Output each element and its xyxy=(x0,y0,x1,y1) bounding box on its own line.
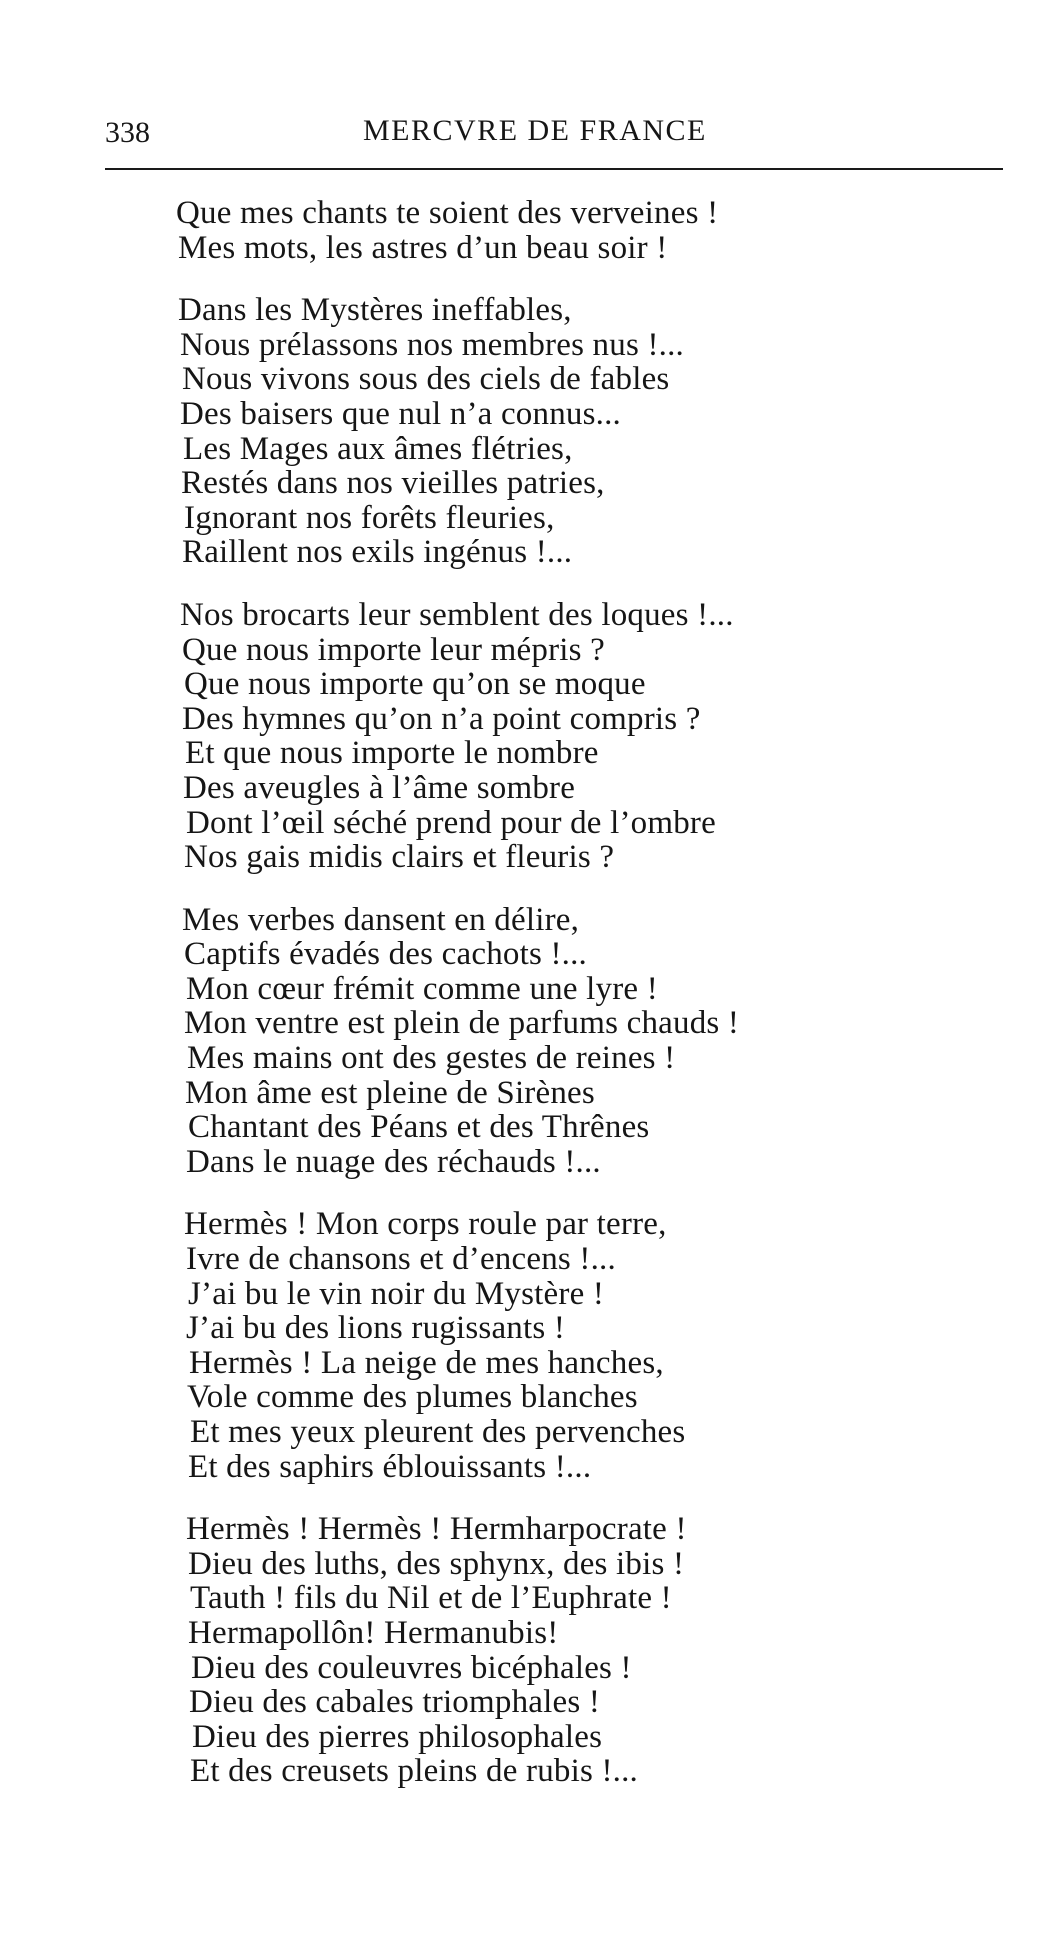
poem-line: Et des creusets pleins de rubis !... xyxy=(190,1753,639,1790)
poem-line: Raillent nos exils ingénus !... xyxy=(182,534,573,571)
poem-line: Mes mains ont des gestes de reines ! xyxy=(187,1040,676,1077)
poem-line: Chantant des Péans et des Thrênes xyxy=(188,1109,650,1146)
poem-line: Des baisers que nul n’a connus... xyxy=(180,395,621,432)
poem-line: Dans le nuage des réchauds !... xyxy=(186,1143,601,1180)
poem-line: Des aveugles à l’âme sombre xyxy=(183,769,576,806)
poem-line: Et des saphirs éblouissants !... xyxy=(188,1448,592,1485)
poem-line: Mon cœur frémit comme une lyre ! xyxy=(186,970,658,1007)
poem-line: Ignorant nos forêts fleuries, xyxy=(184,499,555,536)
poem-line: Que nous importe qu’on se moque xyxy=(184,666,646,703)
poem-line: Mes verbes dansent en délire, xyxy=(182,901,580,938)
poem-line: Tauth ! fils du Nil et de l’Euphrate ! xyxy=(190,1580,672,1617)
poem-line: Des hymnes qu’on n’a point compris ? xyxy=(182,700,701,737)
page-header xyxy=(105,106,1003,154)
poem-line: Mon ventre est plein de parfums chauds ! xyxy=(184,1005,740,1042)
poem xyxy=(176,196,976,1817)
poem-line: Vole comme des plumes blanches xyxy=(187,1379,638,1416)
poem-line: Dans les Mystères ineffables, xyxy=(178,292,572,329)
stanza xyxy=(176,1512,976,1789)
poem-line: Nous prélassons nos membres nus !... xyxy=(180,326,684,363)
poem-line: Hermès ! Hermès ! Hermharpocrate ! xyxy=(186,1511,687,1548)
poem-line: Nous vivons sous des ciels de fables xyxy=(182,361,670,398)
poem-line: Dieu des luths, des sphynx, des ibis ! xyxy=(188,1545,685,1582)
poem-line: Hermapollôn! Hermanubis! xyxy=(188,1614,559,1651)
poem-line: Dieu des pierres philosophales xyxy=(192,1718,603,1755)
poem-line: Mes mots, les astres d’un beau soir ! xyxy=(178,229,668,266)
poem-line: Nos brocarts leur semblent des loques !... xyxy=(180,596,734,633)
stanza xyxy=(176,598,976,875)
header-rule xyxy=(105,168,1003,170)
poem-line: Et que nous importe le nombre xyxy=(185,735,599,772)
poem-line: J’ai bu des lions rugissants ! xyxy=(186,1310,566,1347)
poem-line: Et mes yeux pleurent des pervenches xyxy=(190,1414,686,1450)
poem-line: Que mes chants te soient des verveines ! xyxy=(176,195,719,231)
poem-line: J’ai bu le vin noir du Mystère ! xyxy=(188,1275,605,1312)
stanza xyxy=(176,196,976,265)
stanza xyxy=(176,293,976,570)
stanza xyxy=(176,903,976,1180)
poem-line: Hermès ! La neige de mes hanches, xyxy=(189,1344,664,1381)
poem-line: Dieu des cabales triomphales ! xyxy=(189,1684,601,1721)
running-title: MERCVRE DE FRANCE xyxy=(363,114,707,147)
page-number: 338 xyxy=(105,116,150,149)
poem-line: Nos gais midis clairs et fleuris ? xyxy=(184,839,615,876)
poem-line: Captifs évadés des cachots !... xyxy=(184,936,587,973)
poem-line: Ivre de chansons et d’encens !... xyxy=(186,1241,616,1278)
poem-line: Les Mages aux âmes flétries, xyxy=(183,430,573,467)
poem-line: Dieu des couleuvres bicéphales ! xyxy=(191,1649,632,1686)
poem-line: Que nous importe leur mépris ? xyxy=(182,631,605,668)
poem-line: Hermès ! Mon corps roule par terre, xyxy=(184,1206,667,1243)
poem-line: Restés dans nos vieilles patries, xyxy=(181,465,605,502)
stanza xyxy=(176,1207,976,1484)
poem-line: Dont l’œil séché prend pour de l’ombre xyxy=(186,804,716,841)
poem-line: Mon âme est pleine de Sirènes xyxy=(185,1074,595,1111)
